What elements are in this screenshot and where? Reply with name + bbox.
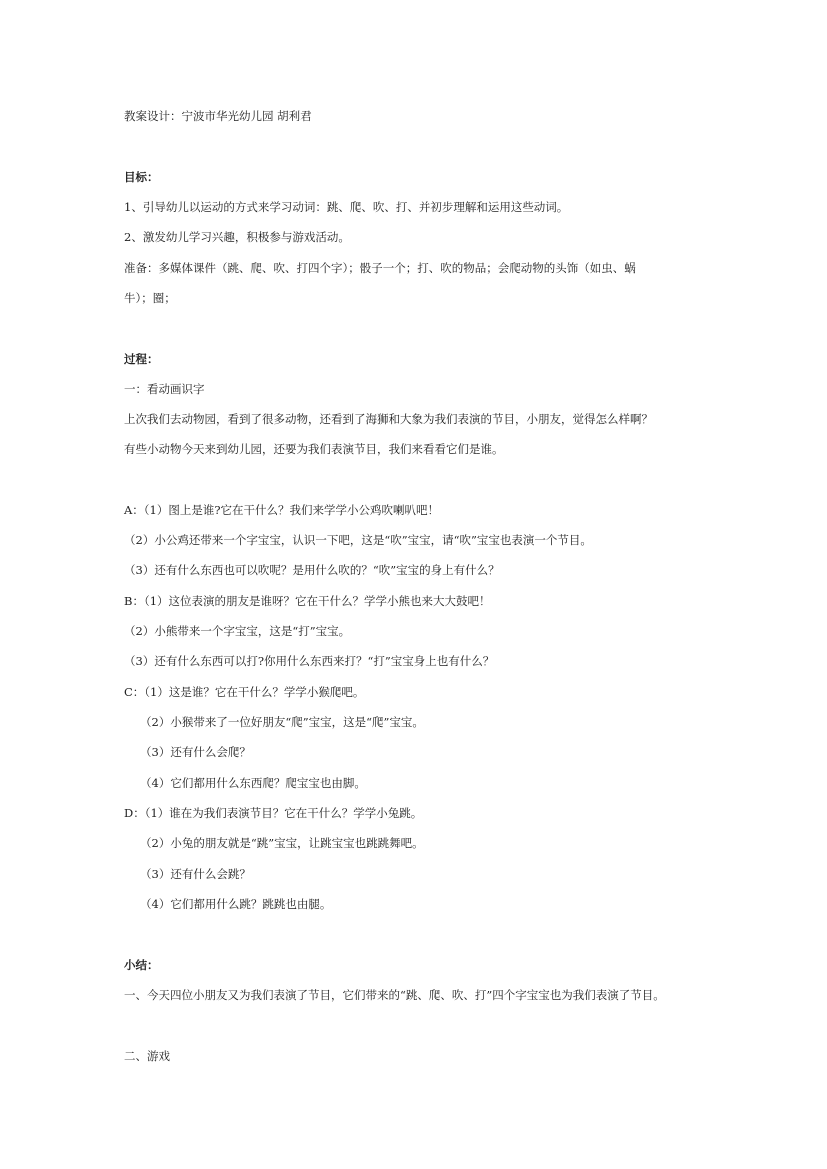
summary-heading: 小结： bbox=[124, 958, 159, 972]
prep-line-1: 准备：多媒体课件（跳、爬、吹、打四个字）；骰子一个；打、吹的物品；会爬动物的头饰（如虫、蜗 bbox=[124, 261, 636, 275]
intro-line-2: 有些小动物今天来到幼儿园，还要为我们表演节目，我们来看看它们是谁。 bbox=[124, 442, 504, 456]
section-a-line-1: A：（1）图上是谁?它在干什么？我们来学学小公鸡吹喇叭吧！ bbox=[124, 503, 440, 517]
section-a-line-2: （2）小公鸡还带来一个字宝宝，认识一下吧，这是“吹”宝宝，请“吹”宝宝也表演一个节目。 bbox=[124, 533, 592, 547]
section-c-line-2: （2）小猴带来了一位好朋友“爬”宝宝，这是“爬”宝宝。 bbox=[140, 715, 424, 729]
step-1-title: 一：看动画识字 bbox=[124, 382, 205, 396]
section-d-line-2: （2）小兔的朋友就是“跳”宝宝，让跳宝宝也跳跳舞吧。 bbox=[140, 836, 424, 850]
section-c-line-3: （3）还有什么会爬？ bbox=[140, 745, 251, 759]
prep-line-2: 牛）；圈； bbox=[124, 291, 176, 305]
goal-item-2: 2、激发幼儿学习兴趣，积极参与游戏活动。 bbox=[124, 230, 350, 244]
section-b-line-1: B：（1）这位表演的朋友是谁呀？它在干什么？学学小熊也来大大鼓吧！ bbox=[124, 594, 491, 608]
game-heading: 二、游戏 bbox=[124, 1049, 170, 1063]
goal-item-1: 1、引导幼儿以运动的方式来学习动词：跳、爬、吹、打、并初步理解和运用这些动词。 bbox=[124, 200, 569, 214]
section-d-line-3: （3）还有什么会跳？ bbox=[140, 867, 251, 881]
process-heading: 过程： bbox=[124, 352, 159, 366]
section-b-line-2: （2）小熊带来一个字宝宝，这是“打”宝宝。 bbox=[124, 624, 351, 638]
section-b-line-3: （3）还有什么东西可以打?你用什么东西来打？“打”宝宝身上也有什么？ bbox=[124, 654, 495, 668]
section-d-line-4: （4）它们都用什么跳？跳跳也由腿。 bbox=[140, 897, 332, 911]
section-c-line-4: （4）它们都用什么东西爬？爬宝宝也由脚。 bbox=[140, 776, 366, 790]
goals-heading: 目标： bbox=[124, 170, 159, 184]
section-d-line-1: D：（1）谁在为我们表演节目？它在干什么？学学小兔跳。 bbox=[124, 806, 423, 820]
intro-line-1: 上次我们去动物园，看到了很多动物，还看到了海狮和大象为我们表演的节目，小朋友，觉得怎么样啊？ bbox=[124, 412, 653, 426]
section-a-line-3: （3）还有什么东西也可以吹呢？是用什么吹的？“吹”宝宝的身上有什么？ bbox=[124, 563, 500, 577]
section-c-line-1: C：（1）这是谁？它在干什么？学学小猴爬吧。 bbox=[124, 685, 365, 699]
summary-text: 一、今天四位小朋友又为我们表演了节目，它们带来的“跳、爬、吹、打”四个字宝宝也为我们表演了节目。 bbox=[124, 988, 665, 1002]
byline: 教案设计：宁波市华光幼儿园 胡利君 bbox=[124, 109, 312, 123]
